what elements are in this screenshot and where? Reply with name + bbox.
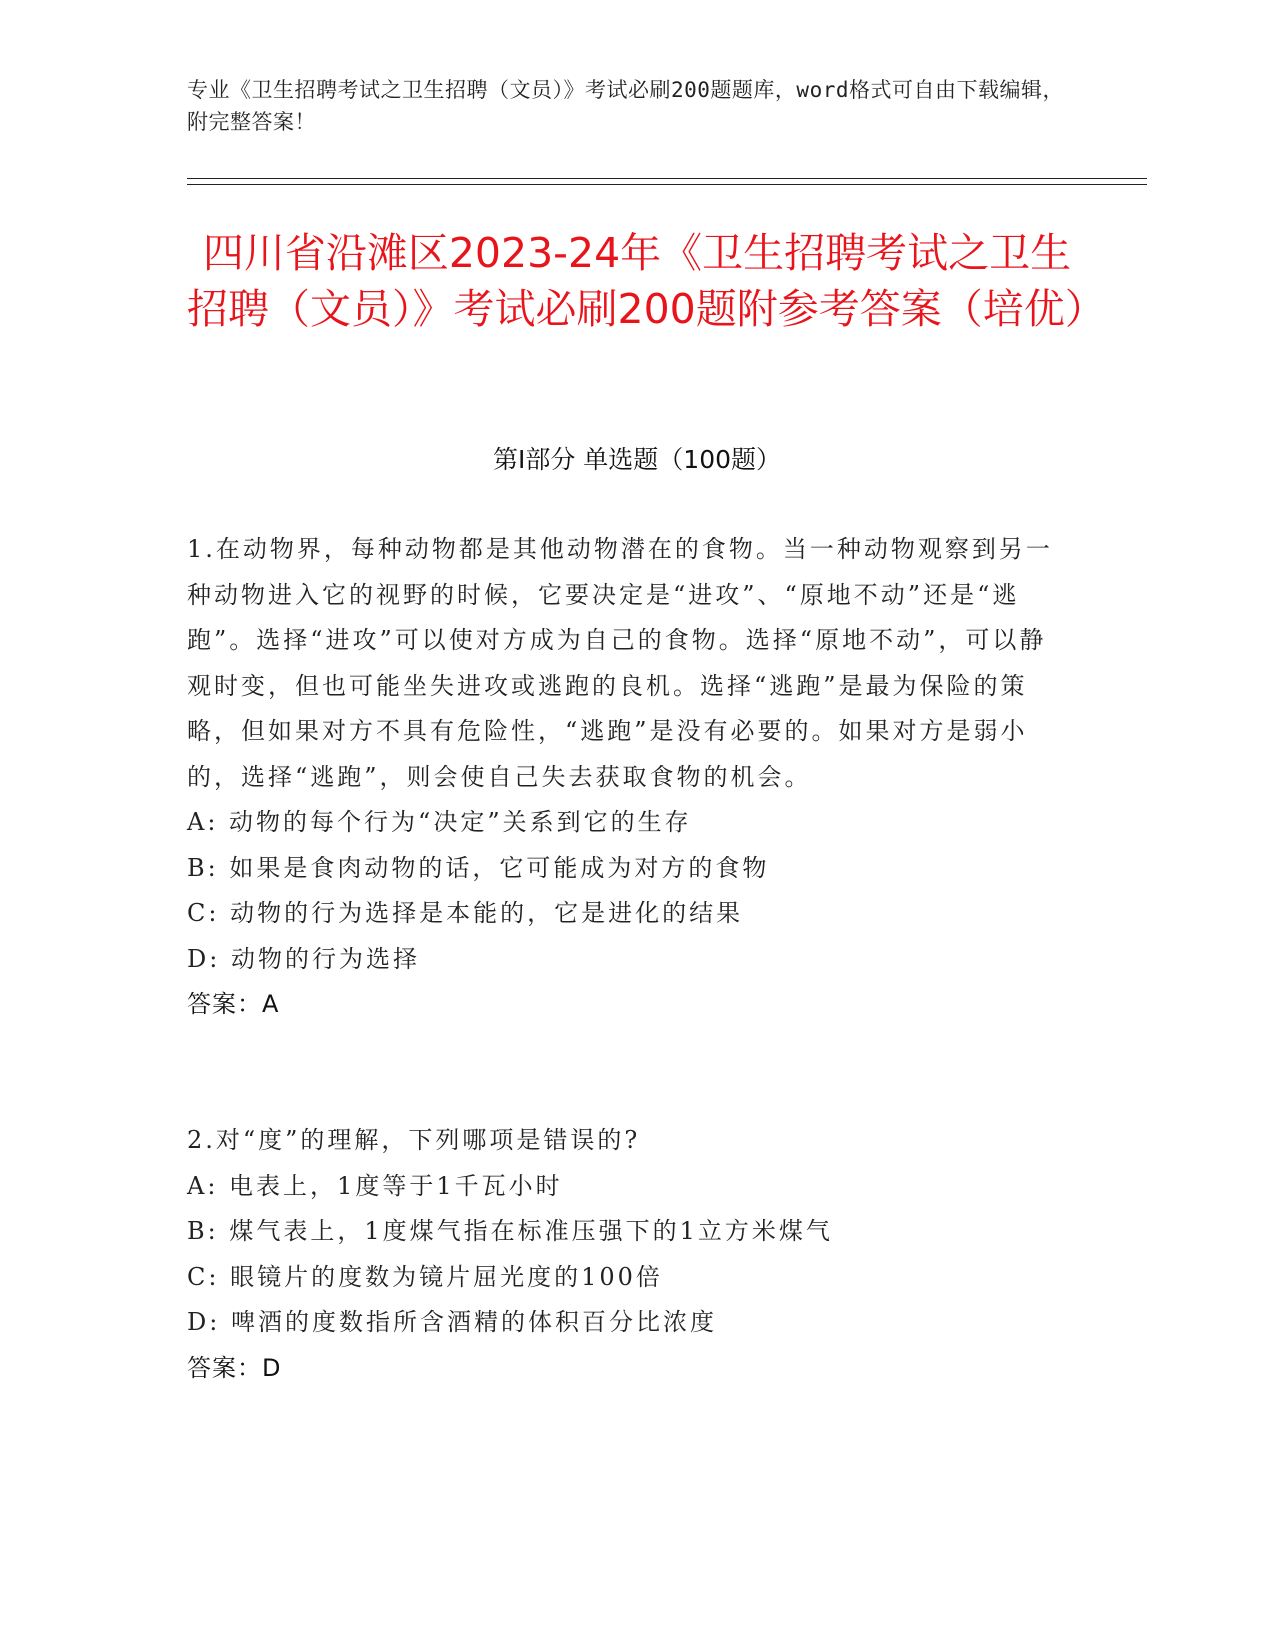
option-d: D: 啤酒的度数指所含酒精的体积百分比浓度 [187, 1308, 717, 1336]
option-b: B: 煤气表上，1度煤气指在标准压强下的1立方米煤气 [187, 1217, 833, 1245]
option-c: C: 动物的行为选择是本能的，它是进化的结果 [187, 899, 744, 927]
option-d: D: 动物的行为选择 [187, 944, 420, 973]
question-1 [187, 527, 1067, 1028]
option-a: A: 电表上，1度等于1千瓦小时 [187, 1171, 563, 1200]
document-title: 四川省沿滩区2023-24年《卫生招聘考试之卫生招聘（文员）》考试必刷200题附参考答案（培优） [187, 229, 1106, 333]
answer: 答案：D [187, 1353, 282, 1382]
option-a: A: 动物的每个行为“决定”关系到它的生存 [187, 808, 692, 836]
question-stem: 1.在动物界，每种动物都是其他动物潜在的食物。当一种动物观察到另一种动物进入它的视野的时候，它要决定是“进攻”、“原地不动”还是“逃跑”。选择“进攻”可以使对方成为自己的食物。选择“原地不动”，可以静观时变，但也可能坐失进攻或逃跑的良机。选择“逃跑”是最为保险的策略，但如果对方不具有危险性，“逃跑”是没有必要的。如果对方是弱小的，选择“逃跑”，则会使自己失去获取食物的机会。 [187, 535, 1053, 791]
section-heading: 第Ⅰ部分 单选题（100题） [492, 445, 782, 474]
answer: 答案：A [187, 990, 280, 1018]
question-stem: 2.对“度”的理解，下列哪项是错误的? [187, 1126, 641, 1154]
header-divider-bottom [187, 184, 1147, 185]
option-b: B: 如果是食肉动物的话，它可能成为对方的食物 [187, 853, 770, 882]
option-c: C: 眼镜片的度数为镜片屈光度的100倍 [187, 1262, 663, 1291]
question-2 [187, 1118, 1067, 1391]
header-note: 专业《卫生招聘考试之卫生招聘（文员）》考试必刷200题题库，word格式可自由下载编辑，附完整答案！ [187, 78, 1064, 134]
header-divider-top [187, 178, 1147, 179]
